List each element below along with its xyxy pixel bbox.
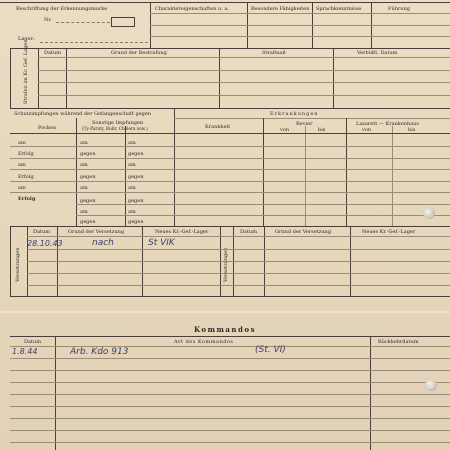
- divider: [150, 13, 450, 14]
- vers-datum-header-left: Datum: [33, 229, 50, 235]
- row-line: [38, 57, 450, 58]
- vers-grund-header-right: Grund der Versetzung: [275, 229, 332, 235]
- impf-row-6-left: Erfolg: [18, 196, 36, 202]
- lager-field-line: [40, 42, 148, 43]
- impf-row-2-right: gegen: [128, 151, 144, 157]
- divider: [150, 25, 450, 26]
- laz-bis: bis: [408, 127, 416, 133]
- impf-row-5-left: am: [18, 185, 26, 191]
- impf-row-4-right: gegen: [128, 174, 144, 180]
- impf-row-4-mid: gegen: [80, 174, 96, 180]
- divider: [370, 336, 371, 450]
- impf-row-8-right: gegen: [128, 219, 144, 225]
- divider: [263, 118, 264, 226]
- kommandos-title: Kommandos: [193, 325, 257, 334]
- impf-row-2-mid: gegen: [80, 151, 96, 157]
- row-line: [10, 146, 450, 147]
- impf-row-3-left: am: [18, 162, 26, 168]
- impf-row-7-right: am: [128, 209, 136, 215]
- strafen-top-border: [10, 48, 450, 49]
- row-line: [27, 236, 450, 237]
- row-line: [10, 158, 450, 159]
- section-border: [10, 336, 450, 337]
- vers-neues-header-left: Neues Kr.-Gef.-Lager: [155, 229, 209, 235]
- vers-entry-grund: nach: [92, 238, 114, 248]
- impf-row-6-mid: gegen: [80, 198, 96, 204]
- erkrankungen-title: Erkrankungen: [270, 111, 319, 117]
- row-line: [10, 418, 450, 419]
- divider: [125, 126, 126, 226]
- lazarett-header: Lazarett — Krankenhaus: [356, 121, 419, 127]
- section-border: [10, 296, 450, 297]
- row-line: [76, 204, 450, 205]
- section-border: [10, 108, 450, 109]
- impf-row-1-mid: am: [80, 140, 88, 146]
- row-line: [10, 382, 450, 383]
- row-line: [38, 82, 450, 83]
- vers-neues-header-right: Neues Kr.-Gef.-Lager: [362, 229, 416, 235]
- row-line: [38, 70, 450, 71]
- impf-row-5-mid: am: [80, 185, 88, 191]
- divider: [174, 118, 450, 119]
- kdo-entry-note: (St. VI): [255, 345, 286, 355]
- revier-bis: bis: [318, 127, 326, 133]
- row-line: [10, 394, 450, 395]
- row-line: [10, 169, 450, 170]
- impf-row-3-mid: am: [80, 162, 88, 168]
- versetzungen-side-label-left: Versetzungen: [15, 247, 21, 282]
- impf-row-4-left: Erfolg: [18, 174, 34, 180]
- revier-header: Revier: [296, 121, 313, 127]
- section-border: [10, 226, 450, 227]
- kdo-datum-header: Datum: [24, 339, 41, 345]
- strafen-grund-header: Grund der Bestrafung: [111, 50, 167, 56]
- divider: [392, 126, 393, 226]
- row-line: [10, 406, 450, 407]
- sonstige-header: Sonstige Impfungen: [92, 120, 144, 126]
- vers-entry-date: 28.10.43: [27, 239, 63, 248]
- divider: [10, 48, 11, 108]
- paper-fold: [0, 311, 450, 313]
- kdo-rueckkehr-header: Rückkehrdatum: [378, 339, 419, 345]
- impf-row-1-right: am: [128, 140, 136, 146]
- row-line: [10, 192, 450, 193]
- divider: [55, 336, 56, 450]
- revier-von: von: [280, 127, 290, 133]
- lager-label: Lager:: [18, 36, 35, 42]
- nr-box: [111, 17, 135, 27]
- laz-von: von: [362, 127, 372, 133]
- charakter-label: Charaktereigenschaften u. a.: [155, 6, 229, 12]
- punch-hole: [423, 207, 435, 219]
- nr-label: Nr.: [44, 17, 52, 23]
- krankheit-header: Krankheit: [205, 124, 231, 130]
- fuehrung-label: Führung: [388, 6, 410, 12]
- impf-row-3-right: am: [128, 162, 136, 168]
- kdo-art-header: Art des Kommandos: [174, 339, 234, 345]
- row-line: [10, 370, 450, 371]
- versetzungen-side-label-right: Versetzungen: [223, 247, 229, 282]
- row-line: [10, 358, 450, 359]
- schutz-title: Schutzimpfungen während der Gefangenschaft gegen: [14, 111, 152, 117]
- strafen-strafmass-header: Strafmaß: [262, 50, 286, 56]
- impf-row-7-mid: am: [80, 209, 88, 215]
- strafen-side-label: Strafen im Kr. Gef. Lager: [23, 40, 29, 104]
- row-line: [38, 95, 450, 96]
- row-line: [76, 215, 450, 216]
- top-border: [0, 2, 450, 3]
- impf-row-6-right: gegen: [128, 198, 144, 204]
- kdo-entry-date: 1.8.44: [12, 347, 38, 356]
- sonstige-sub-header: (Ty-Paraty, Ruhr, Cholera usw.): [82, 126, 148, 131]
- vers-datum-header-right: Datum: [240, 229, 257, 235]
- faehigkeiten-label: Besondere Fähigkeiten: [251, 6, 310, 12]
- vers-entry-lager: St VIK: [148, 238, 175, 248]
- beschriftung-label: Beschriftung der Erkennungsmarke: [16, 6, 108, 12]
- row-line: [27, 285, 450, 286]
- row-line: [10, 442, 450, 443]
- impf-row-1-left: am: [18, 140, 26, 146]
- row-line: [27, 261, 450, 262]
- kdo-entry-art: Arb. Kdo 913: [70, 347, 129, 357]
- divider: [150, 36, 450, 37]
- sprachen-label: Sprachkenntnisse: [316, 6, 362, 12]
- impf-row-5-right: am: [128, 185, 136, 191]
- divider: [305, 126, 306, 226]
- strafen-datum-header: Datum: [44, 50, 61, 56]
- pocken-header: Pocken: [38, 125, 57, 131]
- row-line: [10, 181, 450, 182]
- vers-grund-header-left: Grund der Versetzung: [68, 229, 125, 235]
- divider: [10, 226, 11, 296]
- strafen-verbuesst-header: Verbüßt, Datum: [357, 50, 398, 56]
- impf-row-8-mid: gegen: [80, 219, 96, 225]
- divider: [76, 118, 77, 226]
- impf-row-2-left: Erfolg: [18, 151, 34, 157]
- divider: [174, 108, 175, 226]
- punch-hole: [425, 379, 437, 391]
- nr-field-line: [56, 22, 110, 23]
- divider: [346, 118, 347, 226]
- row-line: [27, 249, 450, 250]
- row-line: [10, 430, 450, 431]
- row-line: [27, 273, 450, 274]
